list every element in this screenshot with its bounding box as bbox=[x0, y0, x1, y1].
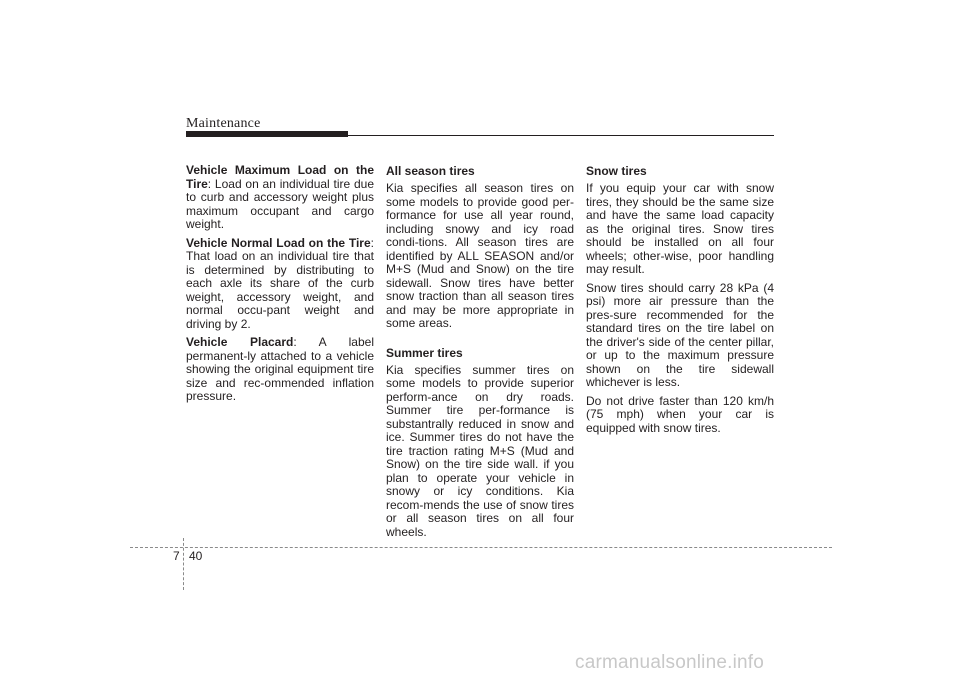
heading-all-season: All season tires bbox=[386, 164, 475, 178]
paragraph-max-load bbox=[186, 164, 374, 232]
paragraph-snow-2: Snow tires should carry 28 kPa (4 psi) more air pressure than the pres-sure recommended for the standard tires on the tire label on the driver's side of the center pillar, or up to the maximum pressure shown on the tire sidewall whichever is less. bbox=[586, 280, 774, 389]
paragraph-snow-1: If you equip your car with snow tires, they should be the same size and have the same load capacity as the original tires. Snow tires should be installed on all four wheels; other-wise, poor handling may result. bbox=[586, 181, 774, 276]
paragraph-normal-load bbox=[186, 237, 374, 332]
footer-rule bbox=[130, 547, 832, 548]
heading-snow: Snow tires bbox=[586, 164, 647, 178]
column-1 bbox=[186, 164, 374, 409]
chapter-number: 7 bbox=[173, 549, 180, 563]
paragraph-snow-3: Do not drive faster than 120 km/h (75 mph) when your car is equipped with snow tires. bbox=[586, 393, 774, 435]
term-normal-load: Vehicle Normal Load on the Tire bbox=[186, 235, 371, 250]
column-3 bbox=[586, 164, 774, 440]
page-number: 40 bbox=[189, 549, 203, 563]
term-max-load: Vehicle Maximum Load on the Tire bbox=[186, 163, 374, 191]
text-normal-load: : That load on an individual tire that is determined by distributing to each axle its share of the curb weight, accessory weight, and normal occu-pant weight and driving by 2. bbox=[186, 235, 374, 331]
header-rule-thin bbox=[186, 135, 774, 136]
heading-summer: Summer tires bbox=[386, 345, 463, 360]
text-max-load: : Load on an individual tire due to curb and accessory weight plus maximum occupant and cargo weight. bbox=[186, 176, 374, 231]
watermark: carmanualsonline.info bbox=[575, 652, 765, 673]
column-2 bbox=[386, 164, 574, 544]
paragraph-placard bbox=[186, 336, 374, 404]
term-placard: Vehicle Placard bbox=[186, 335, 294, 349]
section-title: Maintenance bbox=[186, 116, 261, 131]
paragraph-all-season: Kia specifies all season tires on some models to provide good per-formance for use all year round, including snowy and icy road condi-tions. All season tires are identified by ALL SEASON and/or M+S (Mud and Snow) on the tire sidewall. Snow tires have better snow traction than all season tires and may be more appropriate in some areas. bbox=[386, 181, 574, 330]
footer-divider bbox=[183, 538, 184, 590]
paragraph-summer: Kia specifies summer tires on some models to provide superior perform-ance on dry roads. Summer tire per-formance is substantrally reduced in snow and ice. Summer tires do not have the tire traction rating M+S (Mud and Snow) on the tire side wall. if you plan to operate your vehicle in snowy or icy conditions. Kia recom-mends the use of snow tires or all season tires on all four wheels. bbox=[386, 362, 574, 539]
text-placard: : A label permanent-ly attached to a vehicle showing the original equipment tire size and rec-ommended inflation pressure. bbox=[186, 335, 374, 403]
